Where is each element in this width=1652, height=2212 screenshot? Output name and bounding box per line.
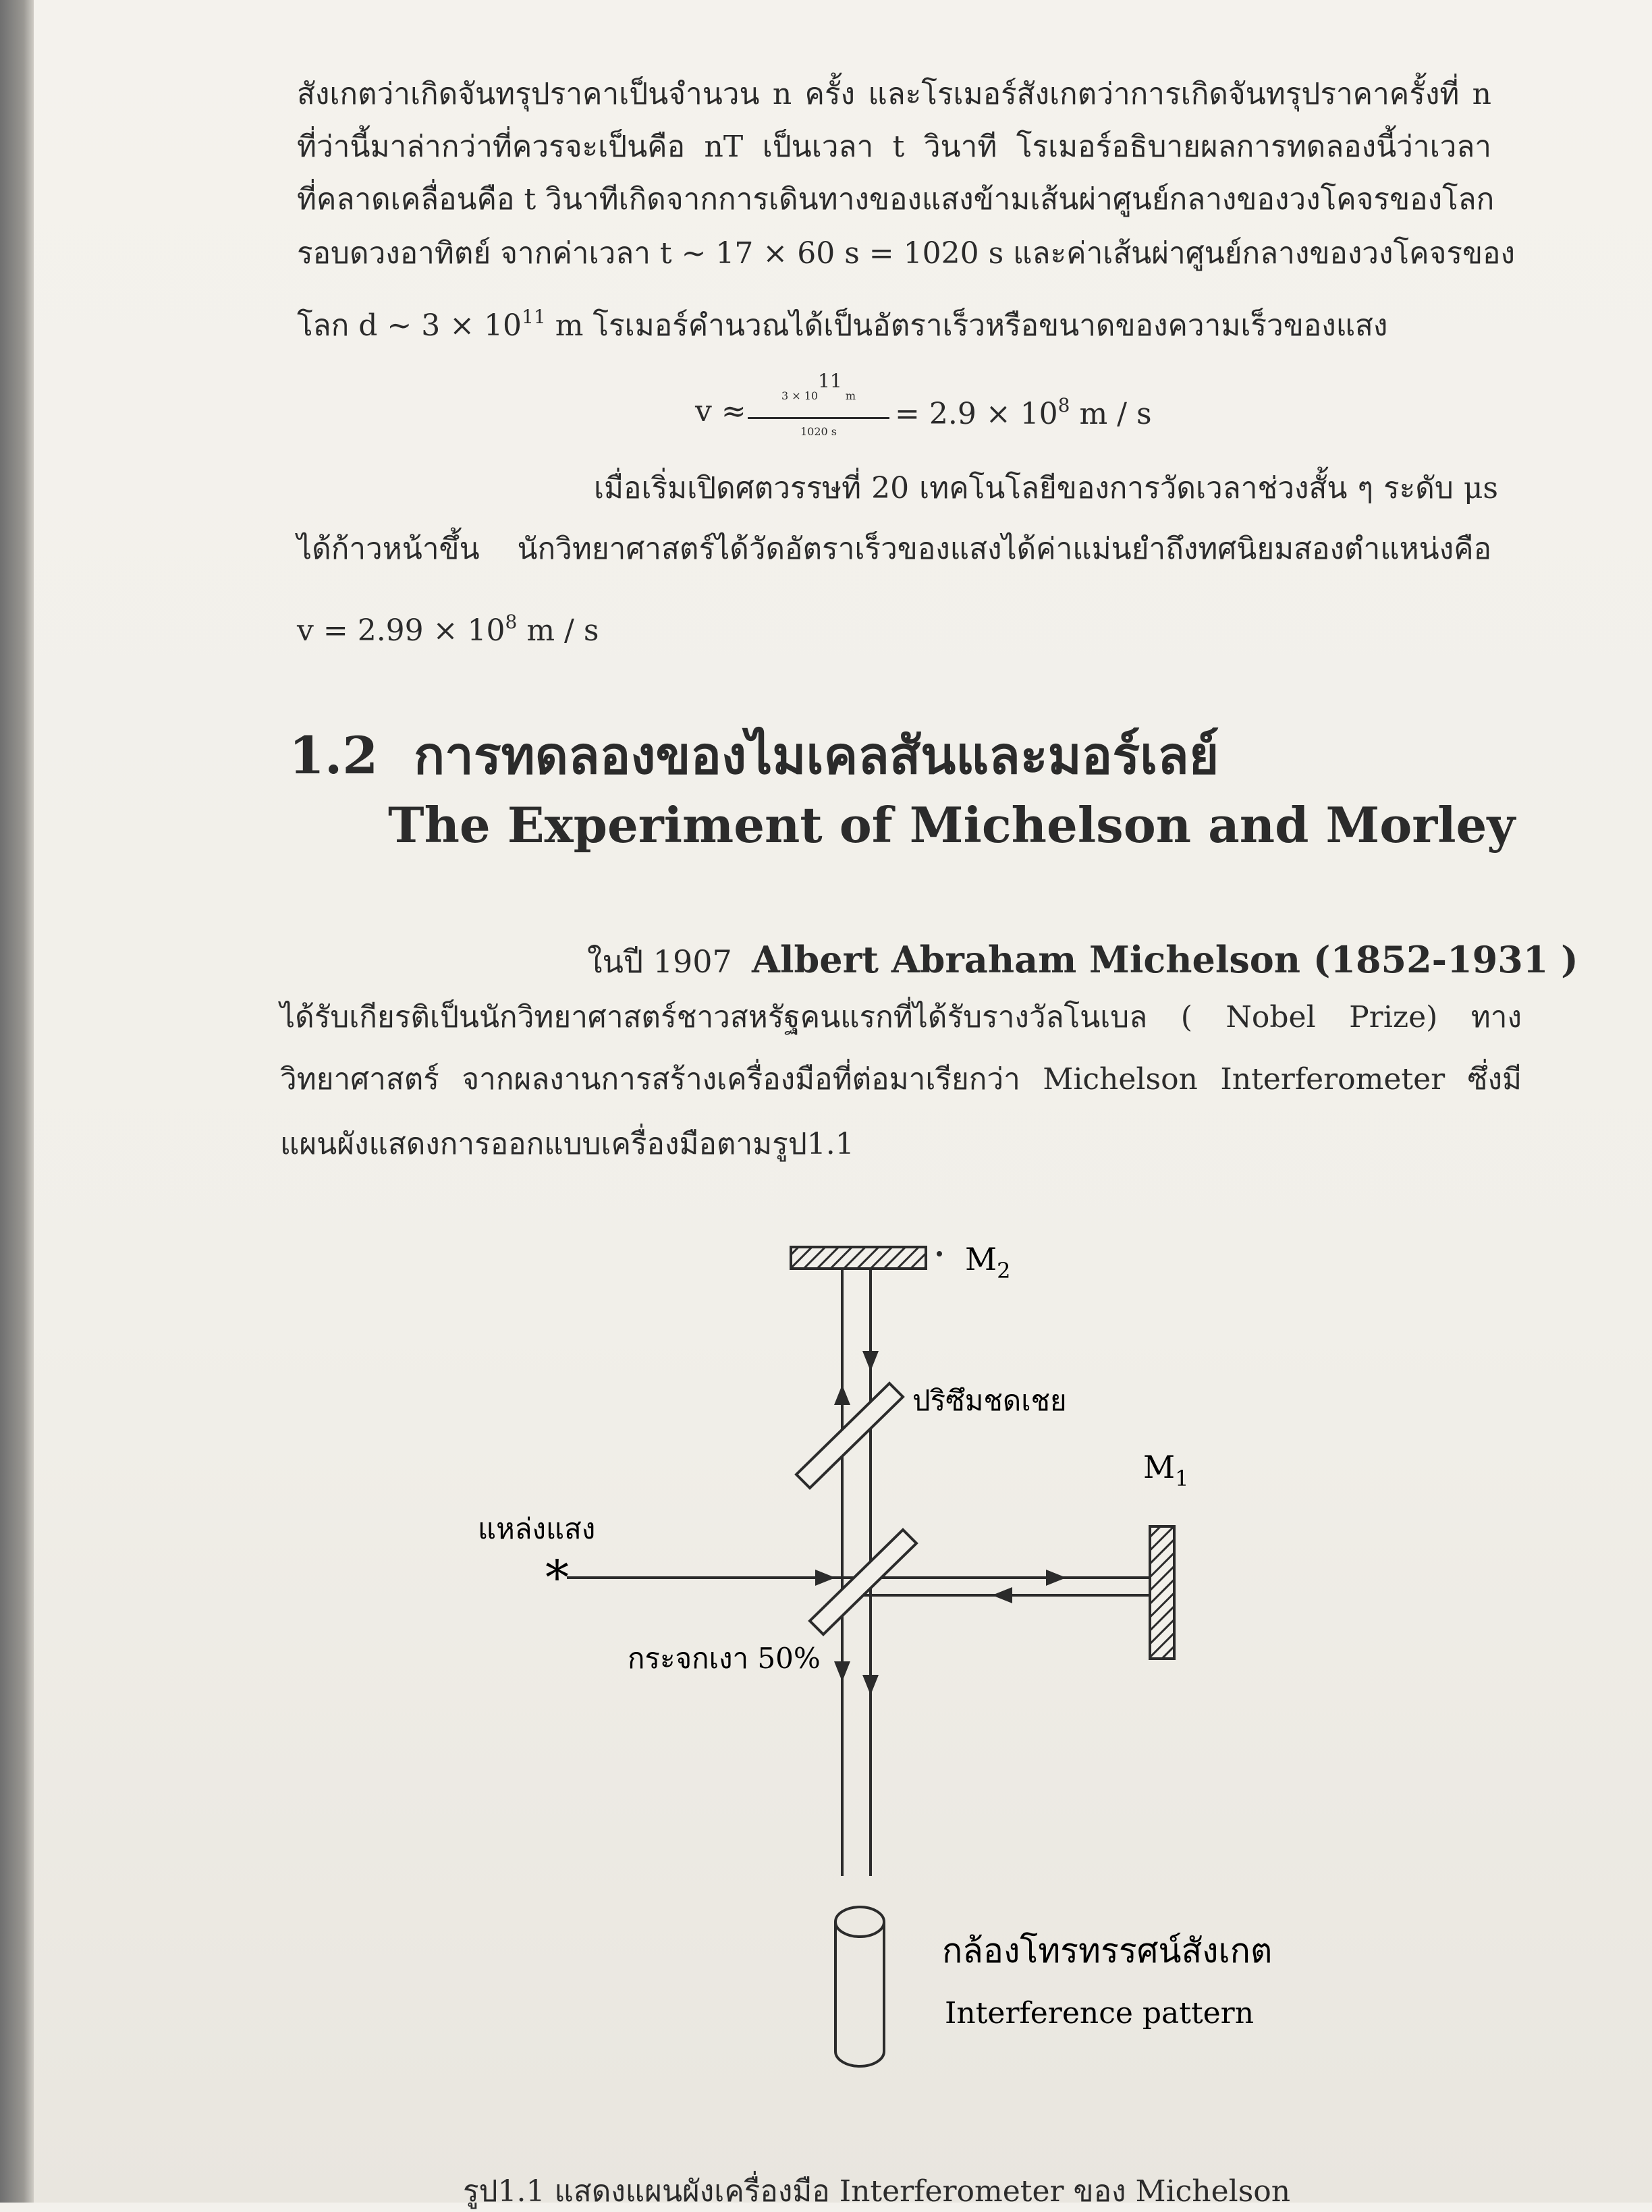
section-heading-thai: 1.2 การทดลองของไมเคลสันและมอร์เลย์ [289, 725, 1219, 785]
arrow-down-right-lower [862, 1675, 879, 1695]
paragraph1-line3: ที่คลาดเคลื่อนคือ t วินาทีเกิดจากการเดินทางของแสงข้ามเส้นผ่าศูนย์กลางของวงโคจรของโลก [297, 182, 1495, 217]
figure-caption: รูป1.1 แสดงแผนผังเครื่องมือ Interferometer ของ Michelson [463, 2174, 1291, 2209]
m1-label: $M_1$ [1143, 1449, 1189, 1491]
formula-denominator: 1020 s [800, 425, 837, 438]
telescope-label: กล้องโทรทรรศน์สังเกต [942, 1931, 1273, 1970]
paragraph3-line3: วิทยาศาสตร์ จากผลงานการสร้างเครื่องมือที่ต่อมาเรียกว่า Michelson Interferometer ซึ่งมี [280, 1062, 1522, 1097]
paragraph1-line5: โลก d ~ $3 \times 10^{11}$ m โรเมอร์คำนวณได้เป็นอัตราเร็วหรือขนาดของความเร็วของแสง [297, 306, 1388, 343]
beam-splitter-label: กระจกเงา 50% [628, 1642, 821, 1675]
interference-pattern-label: Interference pattern [945, 1996, 1255, 2030]
m2-marker-dot [937, 1251, 942, 1256]
mirror-m1 [1150, 1526, 1174, 1659]
beam-splitter [810, 1530, 916, 1634]
section-heading-english: The Experiment of Michelson and Morley [388, 796, 1516, 854]
arrow-left-lower [992, 1587, 1012, 1603]
formula-rhs: = $2.9 \times 10^8$ m / s [895, 394, 1152, 431]
telescope [835, 1907, 884, 2066]
paragraph3-line2: ได้รับเกียรติเป็นนักวิทยาศาสตร์ชาวสหรัฐคนแรกที่ได้รับรางวัลโนเบล ( Nobel Prize) ทาง [280, 1000, 1522, 1034]
m2-label: $M_2$ [965, 1241, 1011, 1283]
formula-numerator: 3 × 1011 m [781, 370, 856, 402]
arrow-down-right [862, 1351, 879, 1371]
formula-lhs: v ≈ [695, 394, 746, 428]
arrow-down-left [834, 1661, 850, 1682]
light-source-symbol: * [545, 1550, 569, 1605]
mirror-m2 [791, 1247, 926, 1269]
paragraph1-line2: ที่ว่านี้มาล่ากว่าที่ควรจะเป็นคือ nT เป็นเวลา t วินาที โรเมอร์อธิบายผลการทดลองนี้ว่าเวลา [297, 130, 1491, 164]
paragraph1-line4: รอบดวงอาทิตย์ จากค่าเวลา t ~ 17 × 60 s = 1020 s และค่าเส้นผ่าศูนย์กลางของวงโคจรของ [297, 236, 1515, 271]
paragraph3-line4: แผนผังแสดงการออกแบบเครื่องมือตามรูป1.1 [280, 1127, 854, 1161]
arrow-up-left [834, 1385, 850, 1405]
paragraph2-line1: เมื่อเริ่มเปิดศตวรรษที่ 20 เทคโนโลยีของการวัดเวลาช่วงสั้น ๆ ระดับ μs [594, 471, 1498, 505]
paragraph1-line1: สังเกตว่าเกิดจันทรุปราคาเป็นจำนวน n ครั้ง และโรเมอร์สังเกตว่าการเกิดจันทรุปราคาครั้งที่ n [297, 77, 1491, 111]
paragraph3-line1: ในปี 1907 Albert Abraham Michelson (1852-1931 ) [587, 938, 1578, 981]
arrow-right-source [815, 1570, 835, 1586]
compensator-label: ปริซึมชดเชย [912, 1384, 1067, 1417]
compensator-plate [796, 1383, 903, 1488]
paragraph2-line3: $v = 2.99 \times 10^8$ m / s [297, 611, 599, 648]
paragraph2-line2: ได้ก้าวหน้าขึ้น นักวิทยาศาสตร์ได้วัดอัตราเร็วของแสงได้ค่าแม่นยำถึงทศนิยมสองตำแหน่งคือ [297, 532, 1491, 566]
arrow-right-upper [1046, 1570, 1066, 1586]
light-source-label: แหล่งแสง [478, 1512, 596, 1545]
